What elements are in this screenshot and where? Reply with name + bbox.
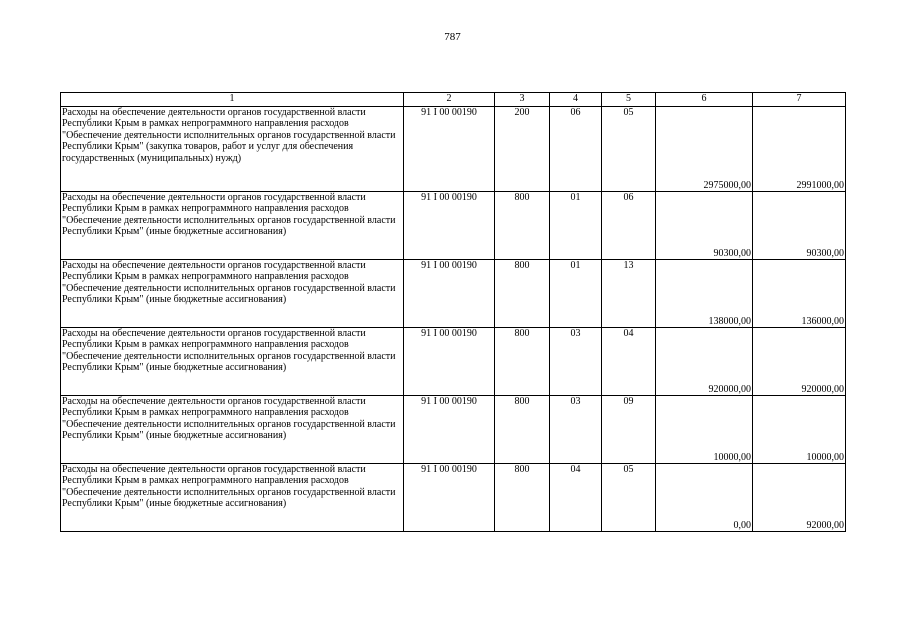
row-col-3: 800 — [495, 192, 550, 260]
page-number: 787 — [444, 31, 461, 43]
row-amount-7: 920000,00 — [753, 328, 846, 396]
row-amount-6: 90300,00 — [656, 192, 753, 260]
row-col-4: 06 — [550, 107, 602, 192]
row-target-code: 91 I 00 00190 — [404, 464, 495, 532]
column-header-3: 3 — [495, 93, 550, 107]
column-header-1: 1 — [61, 93, 404, 107]
table-row — [61, 107, 846, 192]
row-description: Расходы на обеспечение деятельности органов государственной власти Республики Крым в рамках непрограммного направления расходов "Обеспечение деятельности исполнительных органов государственной власти Республики Крым" (иные бюджетные ассигнования) — [61, 328, 404, 396]
row-amount-6: 2975000,00 — [656, 107, 753, 192]
row-description: Расходы на обеспечение деятельности органов государственной власти Республики Крым в рамках непрограммного направления расходов "Обеспечение деятельности исполнительных органов государственной власти Республики Крым" (иные бюджетные ассигнования) — [61, 464, 404, 532]
row-target-code: 91 I 00 00190 — [404, 192, 495, 260]
row-amount-7: 90300,00 — [753, 192, 846, 260]
row-target-code: 91 I 00 00190 — [404, 260, 495, 328]
row-description: Расходы на обеспечение деятельности органов государственной власти Республики Крым в рамках непрограммного направления расходов "Обеспечение деятельности исполнительных органов государственной власти Республики Крым" (иные бюджетные ассигнования) — [61, 396, 404, 464]
row-col-5: 06 — [602, 192, 656, 260]
table-row — [61, 396, 846, 464]
row-col-5: 04 — [602, 328, 656, 396]
row-description: Расходы на обеспечение деятельности органов государственной власти Республики Крым в рамках непрограммного направления расходов "Обеспечение деятельности исполнительных органов государственной власти Республики Крым" (иные бюджетные ассигнования) — [61, 192, 404, 260]
table-row — [61, 260, 846, 328]
row-col-4: 01 — [550, 192, 602, 260]
row-amount-6: 920000,00 — [656, 328, 753, 396]
row-col-5: 09 — [602, 396, 656, 464]
row-amount-7: 2991000,00 — [753, 107, 846, 192]
row-col-5: 05 — [602, 107, 656, 192]
row-amount-6: 0,00 — [656, 464, 753, 532]
row-col-4: 01 — [550, 260, 602, 328]
row-col-4: 03 — [550, 328, 602, 396]
table-row — [61, 464, 846, 532]
column-header-4: 4 — [550, 93, 602, 107]
row-col-4: 03 — [550, 396, 602, 464]
row-description: Расходы на обеспечение деятельности органов государственной власти Республики Крым в рамках непрограммного направления расходов "Обеспечение деятельности исполнительных органов государственной власти Республики Крым" (иные бюджетные ассигнования) — [61, 260, 404, 328]
column-header-6: 6 — [656, 93, 753, 107]
header-row — [61, 93, 846, 107]
row-amount-7: 136000,00 — [753, 260, 846, 328]
row-amount-7: 92000,00 — [753, 464, 846, 532]
row-col-3: 800 — [495, 396, 550, 464]
column-header-7: 7 — [753, 93, 846, 107]
row-description: Расходы на обеспечение деятельности органов государственной власти Республики Крым в рамках непрограммного направления расходов "Обеспечение деятельности исполнительных органов государственной власти Республики Крым" (закупка товаров, работ и услуг для обеспечения государственных (муниципальных) нужд) — [61, 107, 404, 192]
row-amount-7: 10000,00 — [753, 396, 846, 464]
budget-table — [60, 92, 846, 532]
row-amount-6: 138000,00 — [656, 260, 753, 328]
row-col-3: 200 — [495, 107, 550, 192]
row-col-5: 05 — [602, 464, 656, 532]
table-row — [61, 328, 846, 396]
row-col-3: 800 — [495, 464, 550, 532]
row-col-3: 800 — [495, 260, 550, 328]
row-col-3: 800 — [495, 328, 550, 396]
row-target-code: 91 I 00 00190 — [404, 396, 495, 464]
row-target-code: 91 I 00 00190 — [404, 107, 495, 192]
row-amount-6: 10000,00 — [656, 396, 753, 464]
row-col-5: 13 — [602, 260, 656, 328]
column-header-2: 2 — [404, 93, 495, 107]
column-header-5: 5 — [602, 93, 656, 107]
row-target-code: 91 I 00 00190 — [404, 328, 495, 396]
table-row — [61, 192, 846, 260]
row-col-4: 04 — [550, 464, 602, 532]
